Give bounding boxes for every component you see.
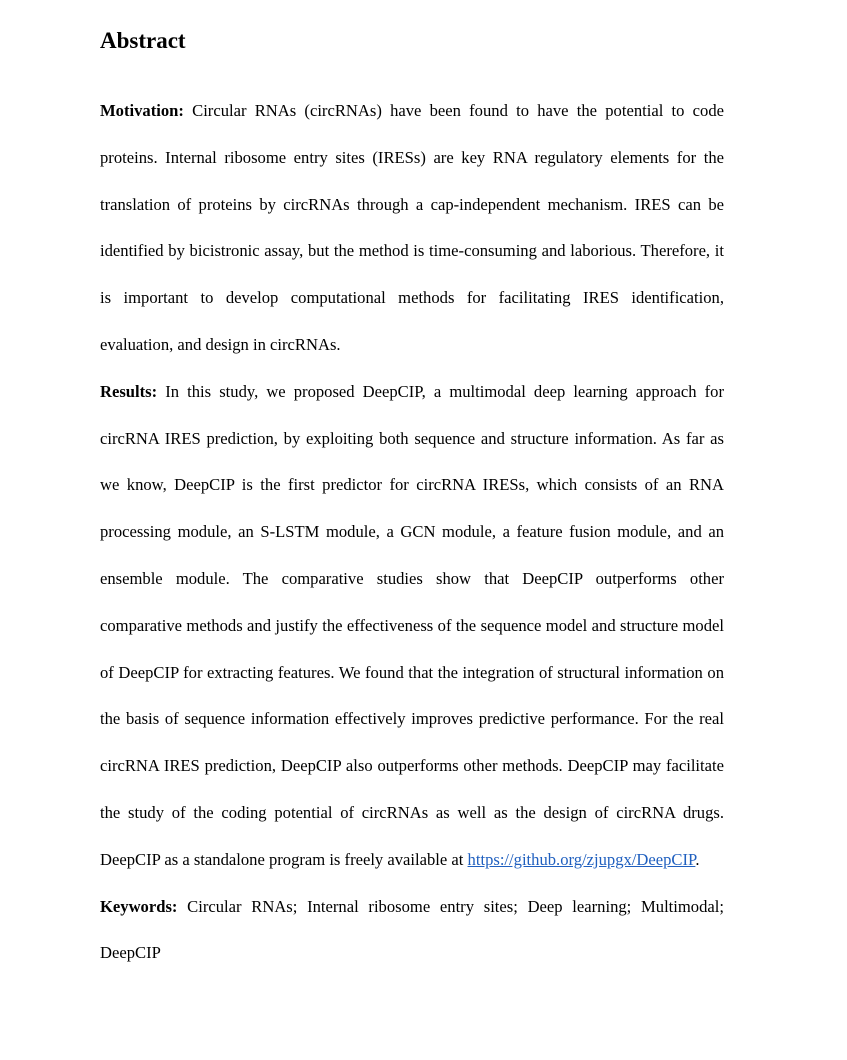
results-trailing: . [695, 849, 700, 869]
abstract-heading: Abstract [100, 28, 186, 53]
abstract-page [100, 26, 724, 977]
keywords-paragraph [100, 884, 724, 978]
results-label: Results: [100, 381, 158, 401]
motivation-paragraph [100, 88, 724, 369]
keywords-label: Keywords: [100, 896, 178, 916]
github-link[interactable]: https://github.org/zjupgx/DeepCIP [467, 849, 696, 869]
results-text: In this study, we proposed DeepCIP, a multimodal deep learning approach for circRNA IRES prediction, by exploiting both sequence and structure information. As far as we know, DeepCIP is the first predictor for circRNA IRESs, which consists of an RNA processing module, an S-LSTM module, a GCN module, a feature fusion module, and an ensemble module. The comparative studies show that DeepCIP outperforms other comparative methods and justify the effectiveness of the sequence model and structure model of DeepCIP for extracting features. We found that the integration of structural information on the basis of sequence information effectively improves predictive performance. For the real circRNA IRES prediction, DeepCIP also outperforms other methods. DeepCIP may facilitate the study of the coding potential of circRNAs as well as the design of circRNA drugs. DeepCIP as a standalone program is freely available at [100, 381, 724, 869]
keywords-text: Circular RNAs; Internal ribosome entry sites; Deep learning; Multimodal; DeepCIP [100, 896, 724, 963]
results-paragraph [100, 369, 724, 884]
motivation-label: Motivation: [100, 101, 184, 120]
motivation-text: Circular RNAs (circRNAs) have been found to have the potential to code proteins. Internal ribosome entry sites (IRESs) are key RNA regulatory elements for the translation of proteins by circRNAs through a cap-independent mechanism. IRES can be identified by bicistronic assay, but the method is time-consuming and laborious. Therefore, it is important to develop computational methods for facilitating IRES identification, evaluation, and design in circRNAs. [100, 101, 725, 354]
